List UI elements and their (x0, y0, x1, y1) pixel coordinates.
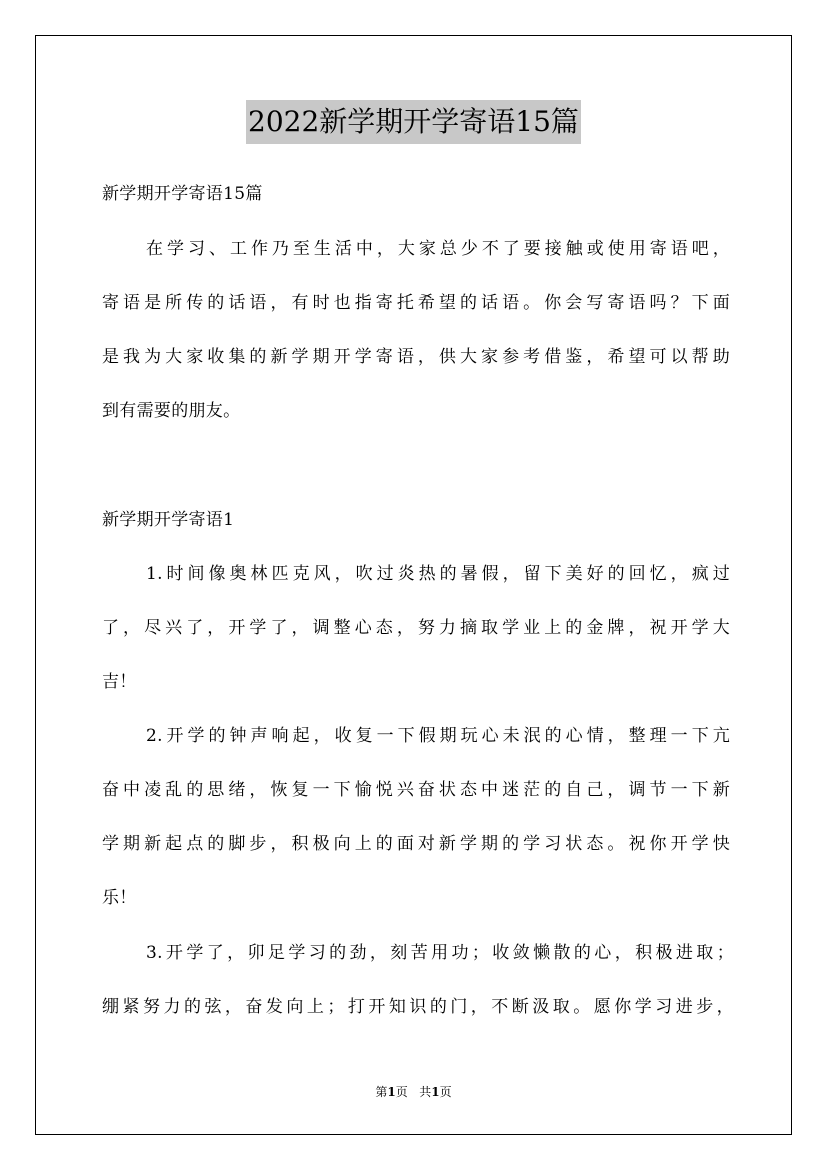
intro-line-3: 是我为大家收集的新学期开学寄语，供大家参考借鉴，希望可以帮助 (102, 347, 730, 367)
item1-line-3: 吉！ (102, 672, 137, 692)
item3-line-2: 绷紧努力的弦，奋发向上；打开知识的门，不断汲取。愿你学习进步， (102, 997, 734, 1017)
item1-line-2: 了，尽兴了，开学了，调整心态，努力摘取学业上的金牌，祝开学大 (102, 618, 730, 638)
document-title-text: 2022新学期开学寄语15篇 (246, 100, 581, 144)
footer-page-number: 1 (387, 1085, 396, 1099)
item3-line-1: 3.开学了，卯足学习的劲，刻苦用功；收敛懒散的心，积极进取； (146, 943, 734, 963)
document-subtitle: 新学期开学寄语15篇 (102, 184, 263, 204)
intro-line-1: 在学习、工作乃至生活中，大家总少不了要接触或使用寄语吧， (146, 239, 730, 259)
footer-page-prefix: 第 (375, 1085, 388, 1099)
item1-line-1: 1.时间像奥林匹克风，吹过炎热的暑假，留下美好的回忆，疯过 (146, 564, 730, 584)
footer-total-prefix: 共 (419, 1085, 432, 1099)
footer-page-mid: 页 (395, 1085, 408, 1099)
item2-line-2: 奋中凌乱的思绪，恢复一下愉悦兴奋状态中迷茫的自己，调节一下新 (102, 780, 730, 800)
document-title (0, 100, 827, 148)
item2-line-1: 2.开学的钟声响起，收复一下假期玩心未泯的心情，整理一下亢 (146, 726, 730, 746)
intro-line-4: 到有需要的朋友。 (102, 401, 241, 421)
intro-line-2: 寄语是所传的话语，有时也指寄托希望的话语。你会写寄语吗？下面 (102, 293, 730, 313)
section-heading: 新学期开学寄语1 (102, 510, 235, 530)
footer-total-pages: 1 (431, 1085, 440, 1099)
footer-total-suffix: 页 (439, 1085, 452, 1099)
item2-line-3: 学期新起点的脚步，积极向上的面对新学期的学习状态。祝你开学快 (102, 834, 730, 854)
item2-line-4: 乐！ (102, 888, 137, 908)
page-footer (0, 1083, 827, 1101)
